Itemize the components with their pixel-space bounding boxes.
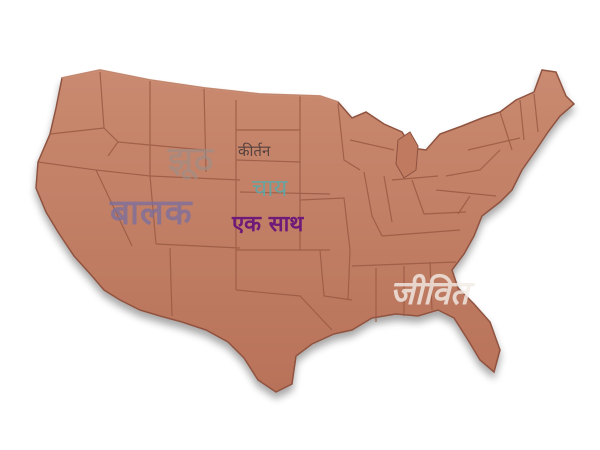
label-ek-saath: एक साथ	[232, 212, 304, 237]
label-baalak: बालक	[110, 193, 193, 233]
label-kirtan: कीर्तन	[238, 142, 271, 160]
label-chai: चाय	[252, 174, 288, 202]
label-jeevit: जीवित	[390, 273, 469, 312]
label-jhooth: झूठ	[168, 139, 215, 178]
